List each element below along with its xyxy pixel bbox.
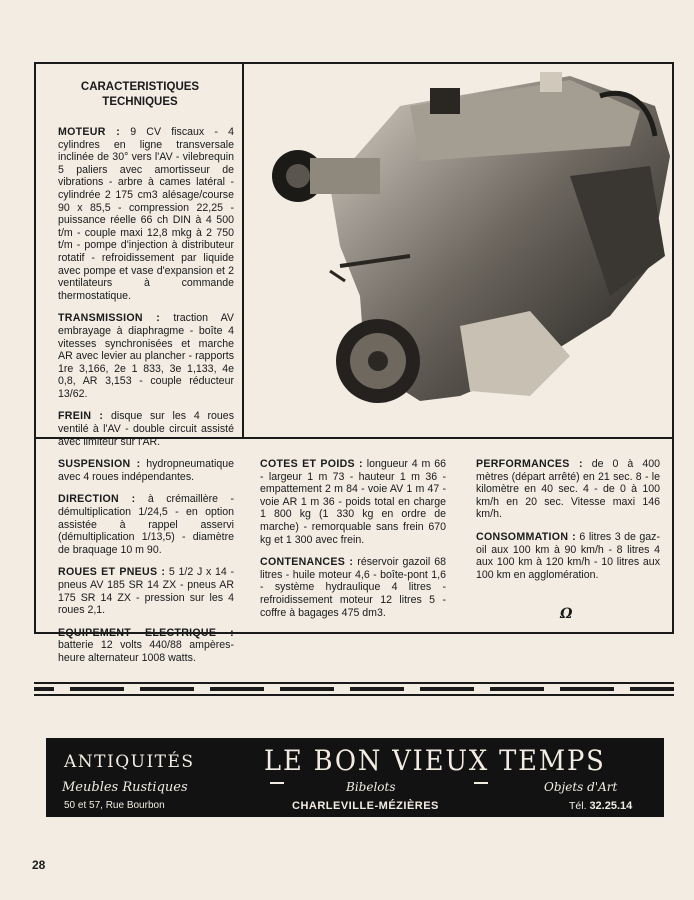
ad-city: CHARLEVILLE-MÉZIÈRES [292, 800, 439, 812]
ad-dash-right [474, 782, 488, 784]
ad-address: 50 et 57, Rue Bourbon [64, 800, 165, 811]
lower-divider [244, 437, 674, 439]
spec-cotes: COTES ET POIDS : longueur 4 m 66 - largeur 1 m 73 - hauteur 1 m 36 - empattement 2 m 84 - voie AV 1 m 47 - voie AR 1 m 36 - poids total en charge 1 800 kg (1 330 kg en ordre de marche) - remorquable sans frein 670 kg et 1 300 avec frein. [260, 458, 446, 546]
engine-photo [270, 66, 680, 426]
heading-line-2: TECHNIQUES [102, 96, 178, 108]
spec-column-middle [260, 458, 446, 629]
ad-antiquites: ANTIQUITÉS [64, 752, 195, 772]
spec-column-left [58, 126, 234, 675]
ad-dash-left [270, 782, 284, 784]
spec-frein: FREIN : disque sur les 4 roues ventilé à l'AV - double circuit assisté avec limiteur sur l'AR. [58, 410, 234, 448]
spec-heading [40, 80, 240, 110]
spec-suspension: SUSPENSION : hydropneumatique avec 4 roues indépendantes. [58, 458, 234, 483]
ad-title: LE BON VIEUX TEMPS [264, 744, 606, 777]
spec-moteur: MOTEUR : 9 CV fiscaux - 4 cylindres en ligne transversale inclinée de 30° vers l'AV - vilebrequin 5 paliers avec amortisseur de vibrations - arbre à cames latéral - cylindrée 2 175 cm3 alésage/course 90 x 85,5 - compression 22,25 - puissance réelle 66 ch DIN à 4 500 t/m - couple maxi 12,8 mkg à 2 750 t/m - pompe d'injection à distributeur rotatif - refroidissement par liquide avec pompe et vase d'expansion et 2 ventilateurs à commande thermostatique. [58, 126, 234, 302]
decorative-border [34, 681, 674, 697]
publisher-logo: Ω [560, 606, 573, 622]
spec-performances: PERFORMANCES : de 0 à 400 mètres (départ arrêté) en 21 sec. 8 - le kilomètre en 40 sec. 4 - de 0 à 100 km/h en 20 sec. Vitesse maxi 146 km/h. [476, 458, 660, 521]
spec-contenances: CONTENANCES : réservoir gazoil 68 litres - huile moteur 4,6 - boîte-pont 1,6 - système hydraulique 4 litres - refroidissement moteur 12 litres 5 - coffre à bagages 475 dm3. [260, 556, 446, 619]
heading-line-1: CARACTERISTIQUES [80, 81, 200, 93]
spec-column-right [476, 458, 660, 591]
spec-roues: ROUES ET PNEUS : 5 1/2 J x 14 - pneus AV 185 SR 14 ZX - pneus AR 175 SR 14 ZX - pression sur les 4 roues 2,1. [58, 566, 234, 617]
ad-objets: Objets d'Art [544, 780, 618, 794]
spec-transmission: TRANSMISSION : traction AV embrayage à diaphragme - boîte 4 vitesses synchronisées et marche AR avec levier au plancher - rapports 1re 3,166, 2e 1 833, 3e 1,133, 4e 0,8, AR 3,153 - couple réducteur 13/62. [58, 312, 234, 400]
ad-bibelots: Bibelots [346, 780, 396, 794]
spec-consommation: CONSOMMATION : 6 litres 3 de gaz-oil aux 100 km à 90 km/h - 8 litres 4 aux 100 km à 120 km/h - 10 litres aux 100 km en agglomération. [476, 530, 660, 581]
ad-telephone: Tél. 32.25.14 [569, 800, 633, 812]
page-number: 28 [32, 858, 46, 872]
ad-meubles: Meubles Rustiques [62, 780, 188, 795]
spec-equipement: EQUIPEMENT ELECTRIQUE : batterie 12 volts 440/88 ampères-heure alternateur 1008 watts. [58, 626, 234, 664]
advertisement-banner [46, 738, 664, 817]
spec-direction: DIRECTION : à crémaillère - démultiplication 1/24,5 - en option assistée à rappel asservi (démultiplication 1/13,5) - diamètre de braquage 10 m 90. [58, 493, 234, 556]
